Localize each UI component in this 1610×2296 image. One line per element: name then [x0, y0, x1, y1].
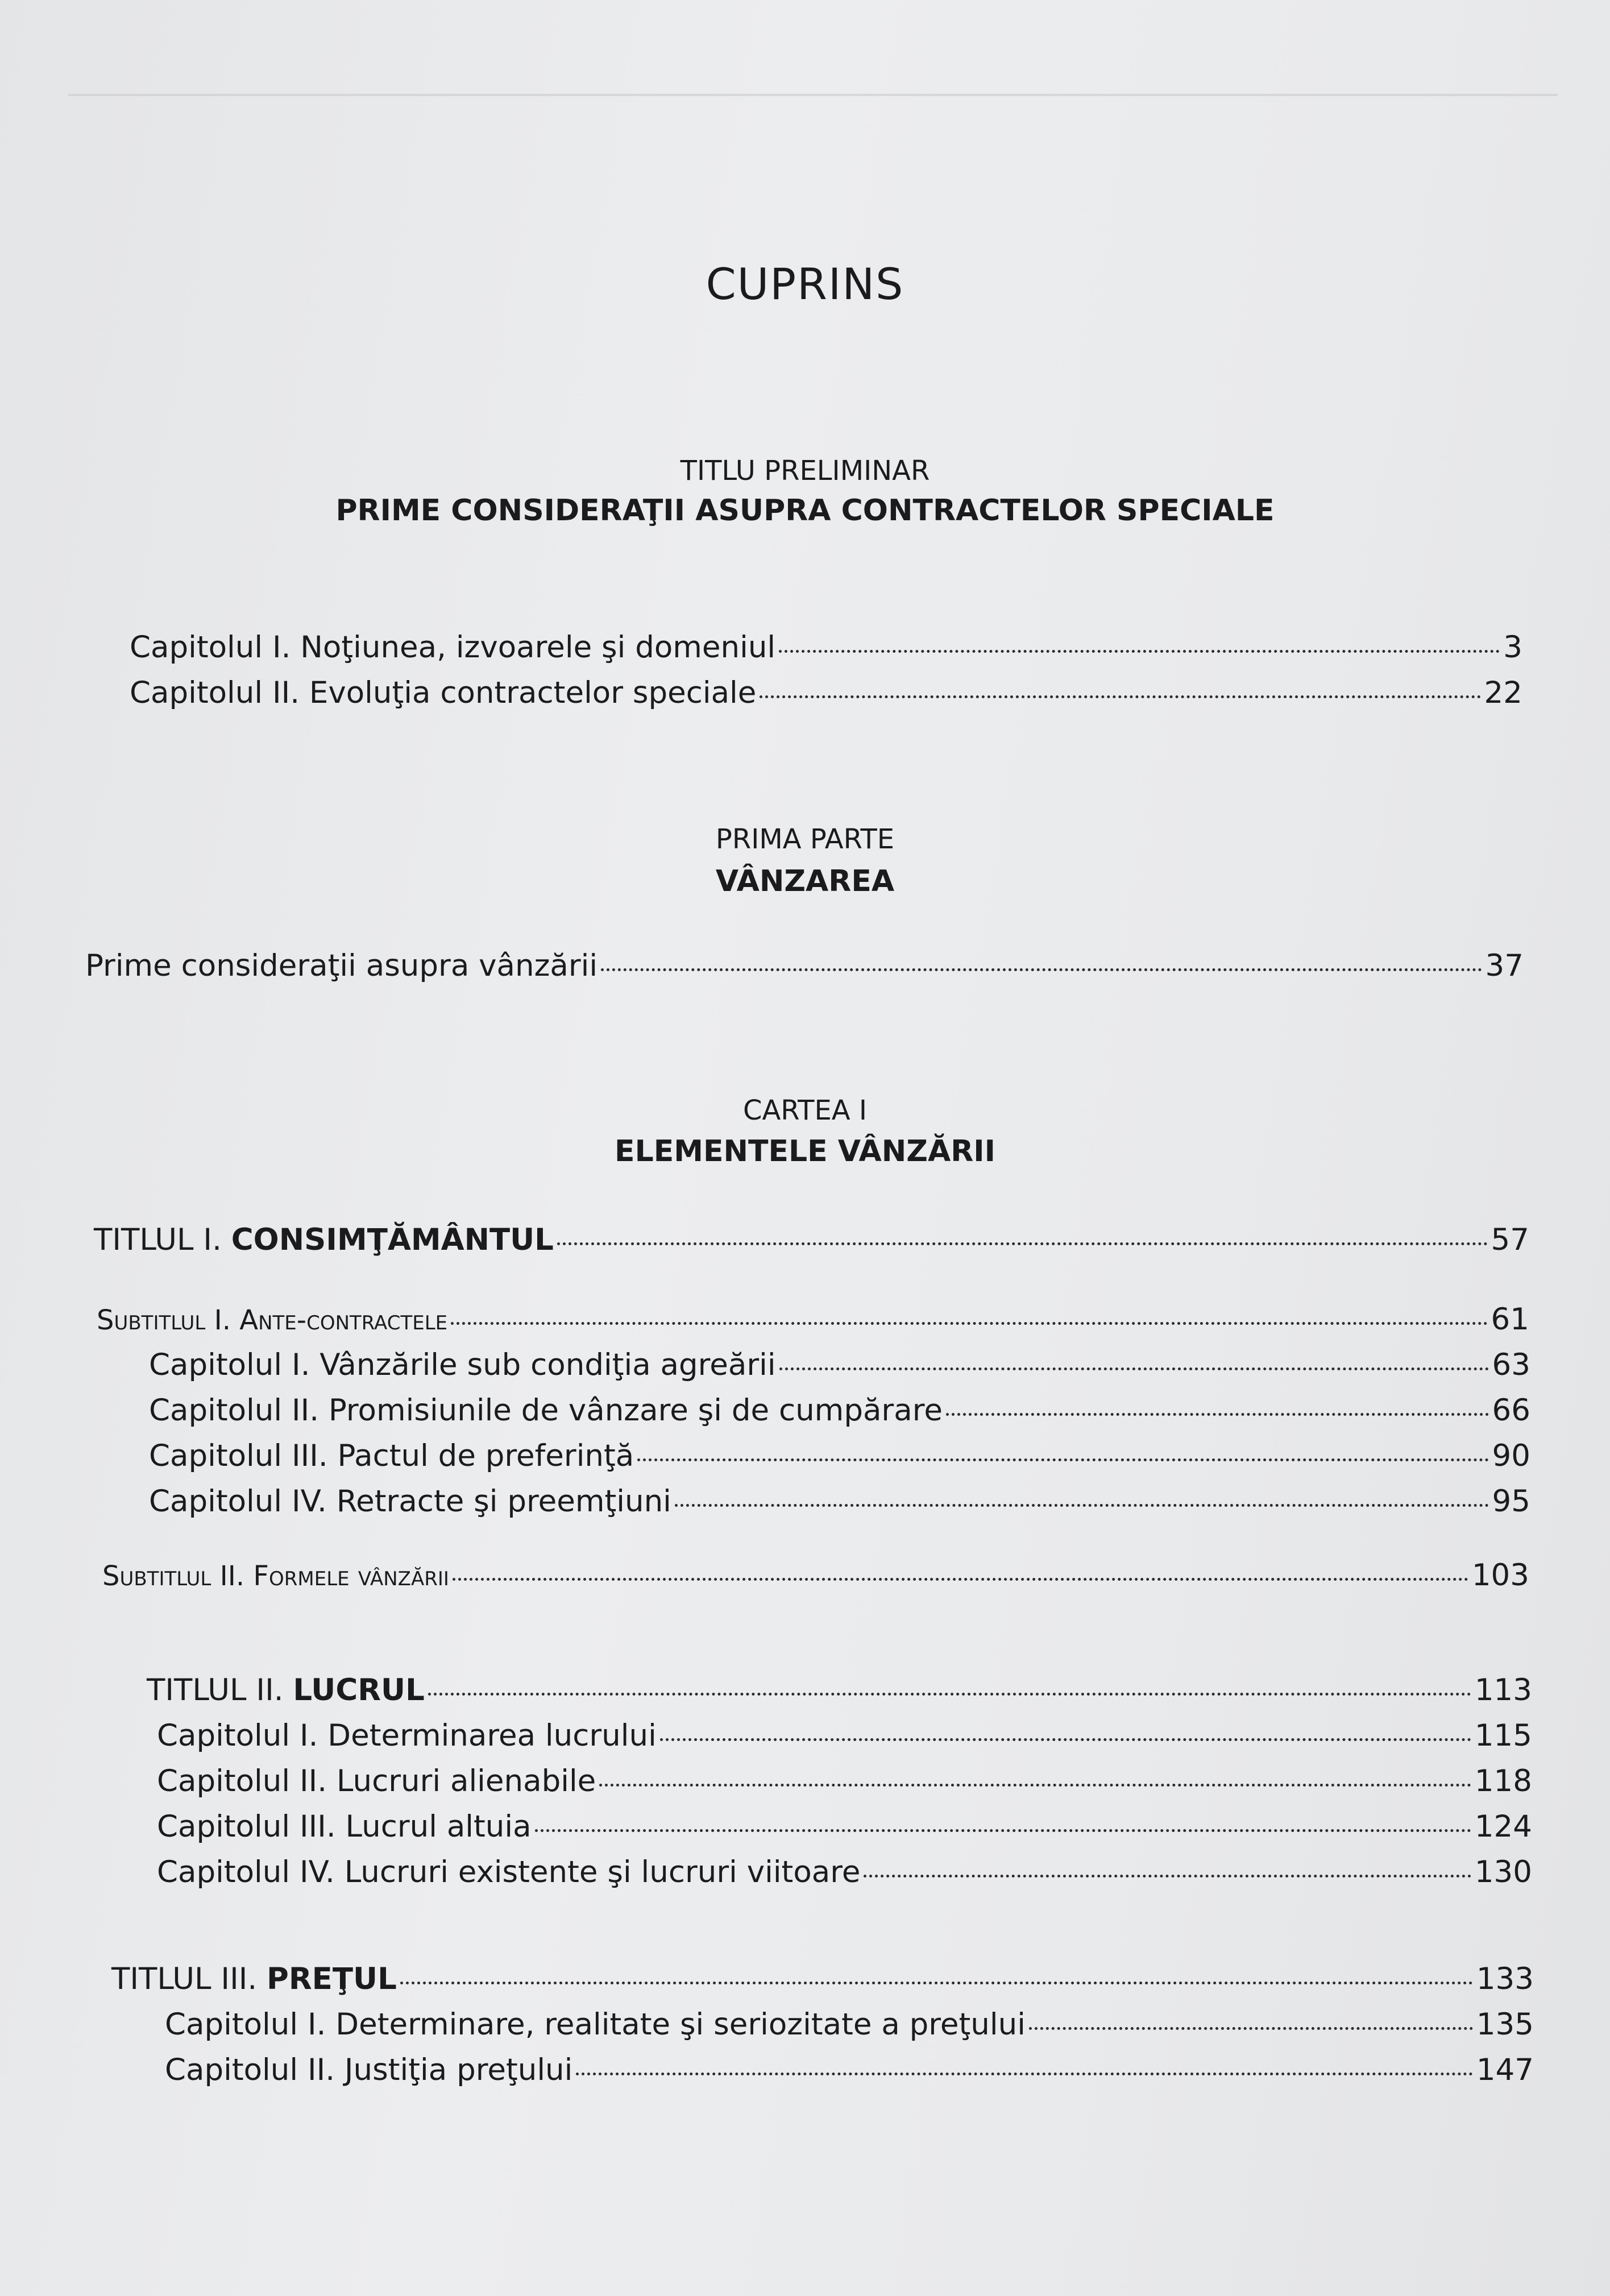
- leader-dots: [599, 1784, 1471, 1787]
- toc-entry[interactable]: [85, 948, 1524, 983]
- toc-page-number: 113: [1474, 1673, 1532, 1708]
- leader-dots: [535, 1829, 1471, 1832]
- prima-parte-label: PRIMA PARTE: [715, 823, 895, 855]
- leader-dots: [400, 1982, 1473, 1984]
- toc-entry-text: TITLUL II. LUCRUL: [147, 1673, 425, 1708]
- leader-dots: [601, 968, 1482, 971]
- toc-page-number: 135: [1476, 2007, 1534, 2042]
- toc-entry-text: Capitolul IV. Lucruri existente şi lucruri viitoare: [157, 1855, 861, 1889]
- leader-dots: [864, 1875, 1471, 1878]
- toc-page-number: 124: [1474, 1809, 1532, 1844]
- toc-page-number: 133: [1476, 1962, 1534, 1996]
- toc-entry[interactable]: [130, 675, 1522, 710]
- toc-entry-text: Prime consideraţii asupra vânzării: [85, 948, 598, 983]
- leader-dots: [576, 2073, 1472, 2075]
- toc-entry-text: TITLUL I. CONSIMŢĂMÂNTUL: [94, 1222, 554, 1257]
- toc-entry-text: Capitolul IV. Retracte şi preemţiuni: [149, 1484, 671, 1519]
- toc-entry[interactable]: [165, 2053, 1534, 2087]
- toc-entry-text: Capitolul II. Promisiunile de vânzare şi de cumpărare: [149, 1393, 943, 1428]
- toc-entry[interactable]: [157, 1764, 1532, 1798]
- toc-entry[interactable]: [130, 630, 1522, 665]
- toc-page-number: 61: [1491, 1302, 1529, 1337]
- toc-entry-text: Subtitlul II. Formele vânzării: [102, 1560, 449, 1592]
- toc-entry-text: TITLUL III. PREŢUL: [111, 1962, 397, 1996]
- preliminar-title: PRIME CONSIDERAŢII ASUPRA CONTRACTELOR SPECIALE: [335, 494, 1275, 528]
- leader-dots: [946, 1413, 1489, 1416]
- leader-dots: [675, 1504, 1489, 1507]
- toc-entry-text: Subtitlul I. Ante-contractele: [97, 1304, 448, 1336]
- toc-entry[interactable]: [149, 1484, 1530, 1519]
- toc-page-number: 95: [1492, 1484, 1530, 1519]
- toc-entry-text: Capitolul II. Lucruri alienabile: [157, 1764, 596, 1798]
- toc-entry[interactable]: [157, 1718, 1532, 1753]
- toc-entry-text: Capitolul I. Noţiunea, izvoarele şi domeniul: [130, 630, 776, 665]
- toc-entry[interactable]: [102, 1558, 1529, 1593]
- leader-dots: [428, 1693, 1471, 1696]
- toc-entry[interactable]: [165, 2007, 1534, 2042]
- toc-page-number: 147: [1476, 2053, 1534, 2087]
- toc-entry[interactable]: [149, 1393, 1530, 1428]
- toc-page-number: 90: [1492, 1439, 1530, 1473]
- toc-page-number: 63: [1492, 1348, 1530, 1382]
- leader-dots: [637, 1458, 1488, 1461]
- page-title: CUPRINS: [706, 259, 904, 309]
- leader-dots: [557, 1242, 1488, 1245]
- toc-entry-text: Capitolul III. Lucrul altuia: [157, 1809, 532, 1844]
- toc-page-number: 66: [1492, 1393, 1530, 1428]
- toc-page-number: 3: [1503, 630, 1522, 665]
- toc-entry[interactable]: [94, 1222, 1529, 1257]
- leader-dots: [451, 1322, 1487, 1325]
- cartea-label: CARTEA I: [742, 1095, 868, 1126]
- toc-page-number: 103: [1471, 1558, 1529, 1593]
- leader-dots: [779, 650, 1500, 653]
- toc-entry[interactable]: [157, 1855, 1532, 1889]
- toc-entry-text: Capitolul II. Evoluţia contractelor speciale: [130, 675, 757, 710]
- toc-entry-text: Capitolul I. Determinarea lucrului: [157, 1718, 657, 1753]
- toc-entry[interactable]: [111, 1962, 1534, 1996]
- header-rule: [68, 94, 1558, 96]
- cartea-title: ELEMENTELE VÂNZĂRII: [615, 1134, 995, 1168]
- leader-dots: [660, 1738, 1471, 1741]
- toc-entry-text: Capitolul I. Vânzările sub condiţia agreării: [149, 1348, 776, 1382]
- toc-entry-text: Capitolul I. Determinare, realitate şi seriozitate a preţului: [165, 2007, 1026, 2042]
- toc-page-number: 57: [1491, 1222, 1529, 1257]
- leader-dots: [760, 695, 1480, 698]
- toc-page-number: 22: [1484, 675, 1522, 710]
- leader-dots: [779, 1367, 1489, 1370]
- toc-page-number: 118: [1474, 1764, 1532, 1798]
- preliminar-label: TITLU PRELIMINAR: [680, 455, 930, 487]
- toc-entry[interactable]: [157, 1809, 1532, 1844]
- toc-page-number: 37: [1485, 948, 1524, 983]
- toc-entry[interactable]: [147, 1673, 1532, 1708]
- toc-entry[interactable]: [149, 1439, 1530, 1473]
- toc-entry-text: Capitolul III. Pactul de preferinţă: [149, 1439, 634, 1473]
- leader-dots: [453, 1578, 1468, 1581]
- toc-entry[interactable]: [97, 1302, 1529, 1337]
- toc-page-number: 130: [1474, 1855, 1532, 1889]
- toc-page-number: 115: [1474, 1718, 1532, 1753]
- prima-parte-title: VÂNZAREA: [715, 864, 895, 898]
- toc-entry-text: Capitolul II. Justiţia preţului: [165, 2053, 573, 2087]
- toc-entry[interactable]: [149, 1348, 1530, 1382]
- leader-dots: [1029, 2027, 1473, 2030]
